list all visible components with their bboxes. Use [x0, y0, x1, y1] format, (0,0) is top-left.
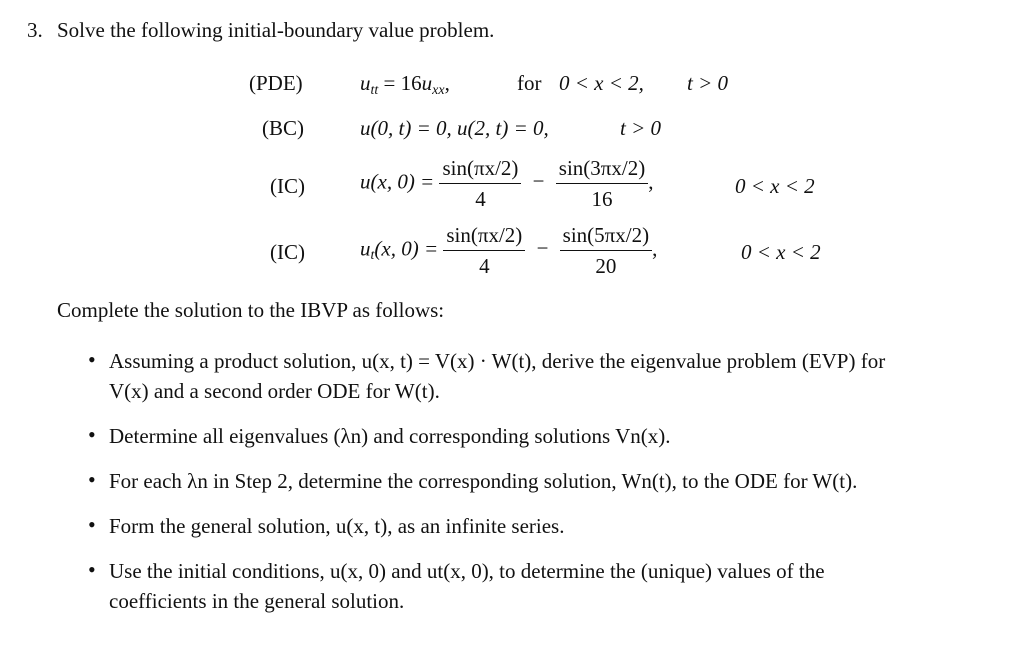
ic1-frac2-numerator: sin(3πx/2) — [556, 155, 648, 184]
pde-eq: = — [383, 71, 396, 95]
ic2-frac2-denominator: 20 — [595, 254, 617, 278]
instructions-intro: Complete the solution to the IBVP as follows: — [57, 298, 445, 322]
pde-label: (PDE) — [249, 71, 303, 95]
ic1-minus: − — [532, 169, 545, 194]
bullet-4-line-1: Form the general solution, u(x, t), as an infinite series. — [109, 514, 565, 538]
ic2-frac2-numerator: sin(5πx/2) — [560, 222, 652, 251]
problem-number: 3. — [27, 18, 43, 42]
bullet-4-text — [109, 511, 1009, 541]
ic2-domain: 0 < x < 2 — [741, 240, 821, 264]
pde-for-text: for — [517, 71, 542, 95]
ic2-fraction-2 — [560, 222, 652, 279]
pde-comma: , — [444, 71, 450, 95]
ic1-fraction-2 — [556, 155, 648, 212]
bullet-2-line-1: Determine all eigenvalues (λn) and corresponding solutions Vn(x). — [109, 424, 671, 448]
ic1-label: (IC) — [270, 174, 305, 198]
ic2-frac1-denominator: 4 — [479, 254, 490, 278]
bullet-2-marker: • — [88, 422, 96, 447]
bullet-1-line-1: Assuming a product solution, u(x, t) = V(x) · W(t), derive the eigenvalue problem (EVP) for — [109, 349, 886, 373]
ic2-fraction-1 — [443, 222, 525, 279]
ic2-label: (IC) — [270, 240, 305, 264]
pde-domain: 0 < x < 2, — [559, 71, 644, 95]
ic1-frac1-numerator: sin(πx/2) — [439, 155, 521, 184]
bullet-5-line-1: Use the initial conditions, u(x, 0) and ut(x, 0), to determine the (unique) values of the — [109, 559, 825, 583]
bullet-5-text — [109, 556, 1009, 616]
bc-equation: u(0, t) = 0, u(2, t) = 0, — [360, 116, 549, 140]
bullet-4-marker: • — [88, 512, 96, 537]
ic1-equation — [360, 155, 653, 212]
problem-statement: Solve the following initial-boundary value problem. — [57, 18, 495, 42]
bullet-2-text — [109, 421, 1009, 451]
pde-coef: 16 — [400, 71, 422, 95]
ic2-equation — [360, 222, 657, 279]
pde-rhs-var: u — [421, 71, 433, 95]
ic2-lhs-sub: t — [370, 248, 375, 264]
bc-label: (BC) — [262, 116, 304, 140]
ic1-domain: 0 < x < 2 — [735, 174, 815, 198]
ic2-lhs-rest: (x, 0) = — [374, 236, 439, 261]
pde-equation — [360, 71, 450, 96]
ic1-lhs: u(x, 0) = — [360, 169, 435, 194]
ic2-frac1-numerator: sin(πx/2) — [443, 222, 525, 251]
bullet-1-text — [109, 346, 1019, 406]
pde-lhs-sub: tt — [370, 83, 379, 98]
bullet-1-line-2: V(x) and a second order ODE for W(t). — [109, 379, 440, 403]
bullet-5-marker: • — [88, 557, 96, 582]
ic1-fraction-1 — [439, 155, 521, 212]
pde-lhs-var: u — [360, 71, 371, 95]
bullet-3-marker: • — [88, 467, 96, 492]
bullet-3-text — [109, 466, 1009, 496]
ic2-lhs-var: u — [360, 236, 371, 261]
ic2-minus: − — [536, 236, 549, 261]
ic1-frac1-denominator: 4 — [475, 187, 486, 211]
pde-rhs-sub: xx — [432, 83, 445, 98]
ic1-comma: , — [648, 169, 654, 194]
bullet-1-marker: • — [88, 347, 96, 372]
bc-time: t > 0 — [620, 116, 662, 140]
ic2-comma: , — [652, 236, 658, 261]
bullet-5-line-2: coefficients in the general solution. — [109, 589, 405, 613]
ic1-frac2-denominator: 16 — [591, 187, 613, 211]
bullet-3-line-1: For each λn in Step 2, determine the corresponding solution, Wn(t), to the ODE for W(t). — [109, 469, 858, 493]
pde-time: t > 0 — [687, 71, 729, 95]
